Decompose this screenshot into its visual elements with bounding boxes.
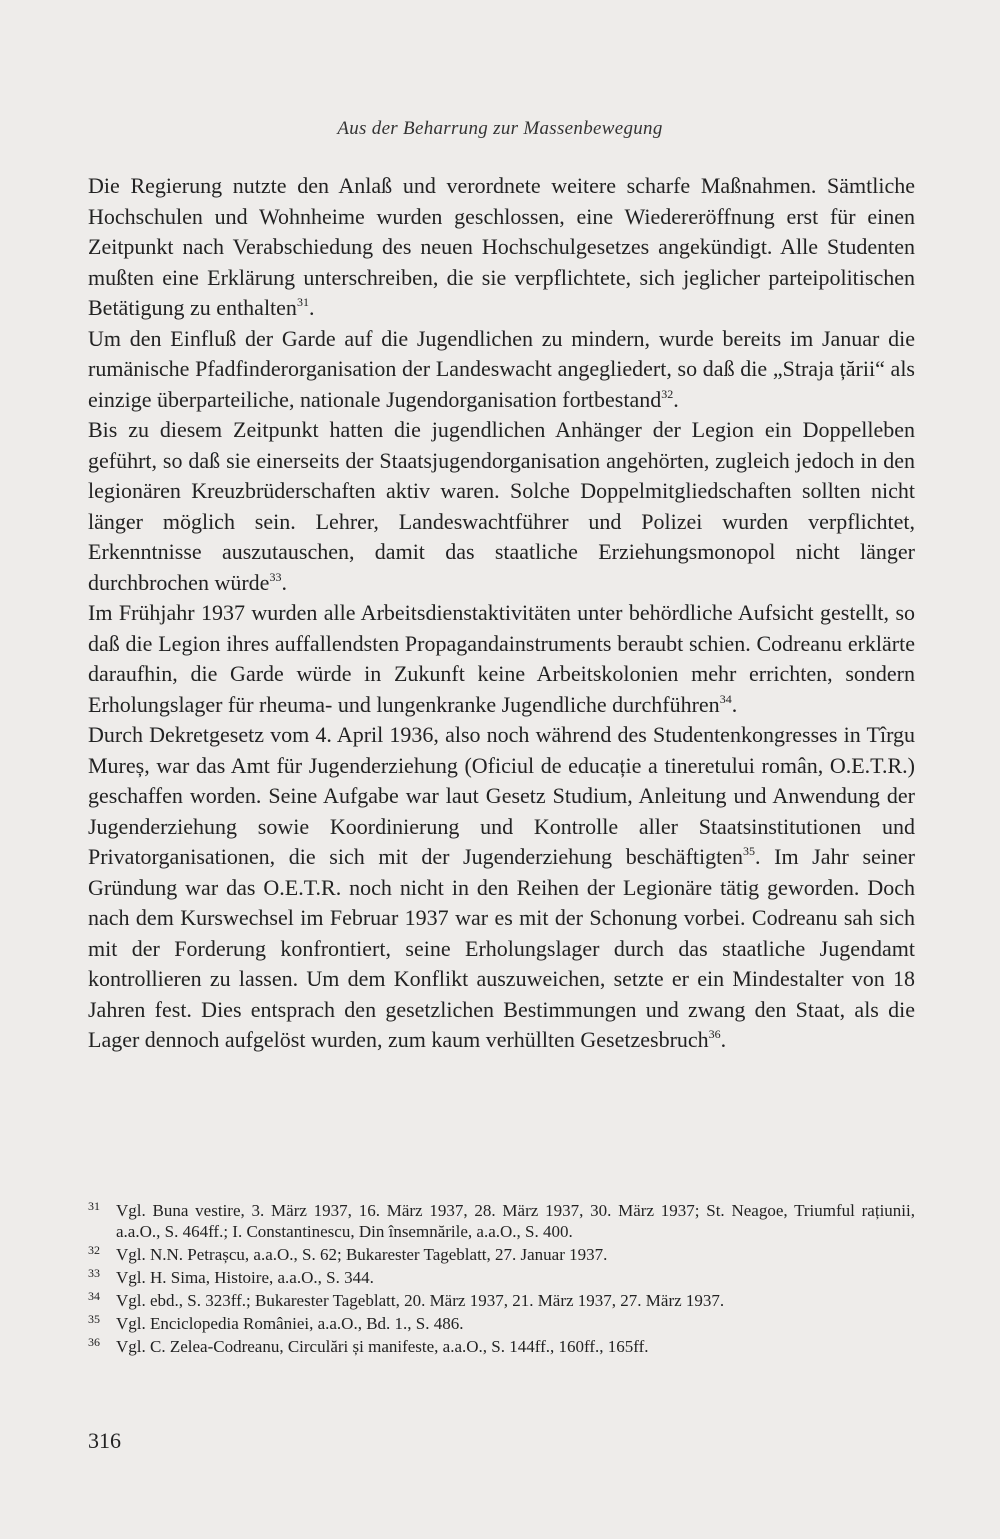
- footnote-reference: 35: [743, 844, 755, 858]
- footnote-number: 35: [88, 1312, 100, 1326]
- paragraph-text: .: [731, 691, 738, 717]
- footnote-reference: 33: [269, 569, 282, 584]
- footnote-text: Vgl. C. Zelea-Codreanu, Circulări și manifeste, a.a.O., S. 144ff., 160ff., 165ff.: [116, 1337, 649, 1356]
- footnote-text: Vgl. Enciclopedia României, a.a.O., Bd. 1., S. 486.: [116, 1314, 464, 1333]
- running-head: Aus der Beharrung zur Massenbewegung: [337, 118, 663, 139]
- footnote: [88, 1200, 915, 1242]
- paragraph: [88, 324, 915, 416]
- footnote-text: Vgl. ebd., S. 323ff.; Bukarester Tageblatt, 20. März 1937, 21. März 1937, 27. März 1937.: [116, 1291, 725, 1310]
- footnote-text: Vgl. N.N. Petrașcu, a.a.O., S. 62; Bukarester Tageblatt, 27. Januar 1937.: [116, 1245, 608, 1264]
- paragraph: [88, 598, 915, 720]
- paragraph-text: .: [673, 386, 679, 412]
- paragraph-text: Um den Einfluß der Garde auf die Jugendlichen zu mindern, wurde bereits im Januar die rumänische Pfadfinderorganisation der Landeswacht angegliedert, so daß die „Straja țării“ als einzige überparteiliche, nationale Jugendorganisation fortbestand: [88, 325, 915, 412]
- footnote-reference: 34: [719, 691, 732, 706]
- footnote-reference: 32: [661, 386, 674, 401]
- paragraph-text: Durch Dekretgesetz vom 4. April 1936, also noch während des Studentenkongresses in Tîrgu Mureș, war das Amt für Jugenderziehung (Oficiul de educație a tineretului român, O.E.T.R.) geschaffen worden. Seine Aufgabe war laut Gesetz Studium, Anleitung und Anwendung der Jugenderziehung sowie Koordinierung und Kontrolle aller Staatsinstitutionen und Privatorganisationen, die sich mit der Jugenderziehung beschäftigten: [88, 722, 915, 869]
- paragraph-text: . Im Jahr seiner Gründung war das O.E.T.R. noch nicht in den Reihen der Legionäre tätig geworden. Doch nach dem Kurswechsel im Februar 1937 war es mit der Schonung vorbei. Codreanu sah sich mit der Forderung konfrontiert, seine Erholungslager durch das staatliche Jugendamt kontrollieren zu lassen. Um dem Konflikt auszuweichen, setzte er ein Mindestalter von 18 Jahren fest. Dies entsprach den gesetzlichen Bestimmungen und zwang den Staat, als die Lager dennoch aufgelöst wurden, zum kaum verhüllten Gesetzesbruch: [88, 844, 915, 1052]
- footnote-reference: 36: [708, 1027, 721, 1041]
- footnote: [88, 1336, 915, 1357]
- footnote: [88, 1313, 915, 1334]
- paragraph-text: .: [281, 569, 287, 595]
- footnote: [88, 1290, 915, 1311]
- paragraph-text: Im Frühjahr 1937 wurden alle Arbeitsdienstaktivitäten unter behördliche Aufsicht gestellt, so daß die Legion ihres auffallendsten Propagandainstruments beraubt schien. Codreanu erklärte daraufhin, die Garde würde in Zukunft keine Arbeitskolonien mehr errichten, sondern Erholungslager für rheuma- und lungenkranke Jugendliche durchführen: [88, 600, 915, 717]
- footnote-text: Vgl. H. Sima, Histoire, a.a.O., S. 344.: [116, 1268, 374, 1287]
- body-text: [88, 171, 915, 1056]
- paragraph-text: .: [308, 295, 315, 320]
- footnote-text: Vgl. Buna vestire, 3. März 1937, 16. März 1937, 28. März 1937, 30. März 1937; St. Neagoe, Triumful rațiunii, a.a.O., S. 464ff.; I. Constantinescu, Din însemnările, a.a.O., S. 400.: [116, 1201, 915, 1241]
- paragraph: [88, 171, 915, 324]
- page-number: 316: [88, 1428, 121, 1453]
- footnote: [88, 1244, 915, 1265]
- footnote-number: 36: [88, 1335, 100, 1349]
- footnote-number: 33: [88, 1266, 100, 1280]
- footnote-number: 32: [88, 1243, 100, 1257]
- footnote-number: 31: [88, 1199, 100, 1213]
- footnote-number: 34: [88, 1289, 100, 1303]
- footnotes: [88, 1200, 915, 1359]
- paragraph-text: Die Regierung nutzte den Anlaß und verordnete weitere scharfe Maßnahmen. Sämtliche Hochschulen und Wohnheime wurden geschlossen, eine Wiedereröffnung erst für einen Zeitpunkt nach Verabschiedung des neuen Hochschulgesetzes angekündigt. Alle Studenten mußten eine Erklärung unterschreiben, die sie verpflichtete, sich jeglicher parteipolitischen Betätigung zu enthalten: [88, 173, 915, 320]
- footnote-reference: 31: [296, 295, 309, 309]
- footnote: [88, 1267, 915, 1288]
- paragraph-text: .: [720, 1027, 727, 1052]
- paragraph: [88, 720, 915, 1056]
- paragraph-text: Bis zu diesem Zeitpunkt hatten die jugendlichen Anhänger der Legion ein Doppelleben geführt, so daß sie einerseits der Staatsjugendorganisation angehörten, zugleich jedoch in den legionären Kreuzbrüderschaften aktiv waren. Solche Doppelmitgliedschaften sollten nicht länger möglich sein. Lehrer, Landeswachtführer und Polizei wurden verpflichtet, Erkenntnisse auszutauschen, damit das staatliche Erziehungsmonopol nicht länger durchbrochen würde: [88, 417, 915, 595]
- paragraph: [88, 415, 915, 598]
